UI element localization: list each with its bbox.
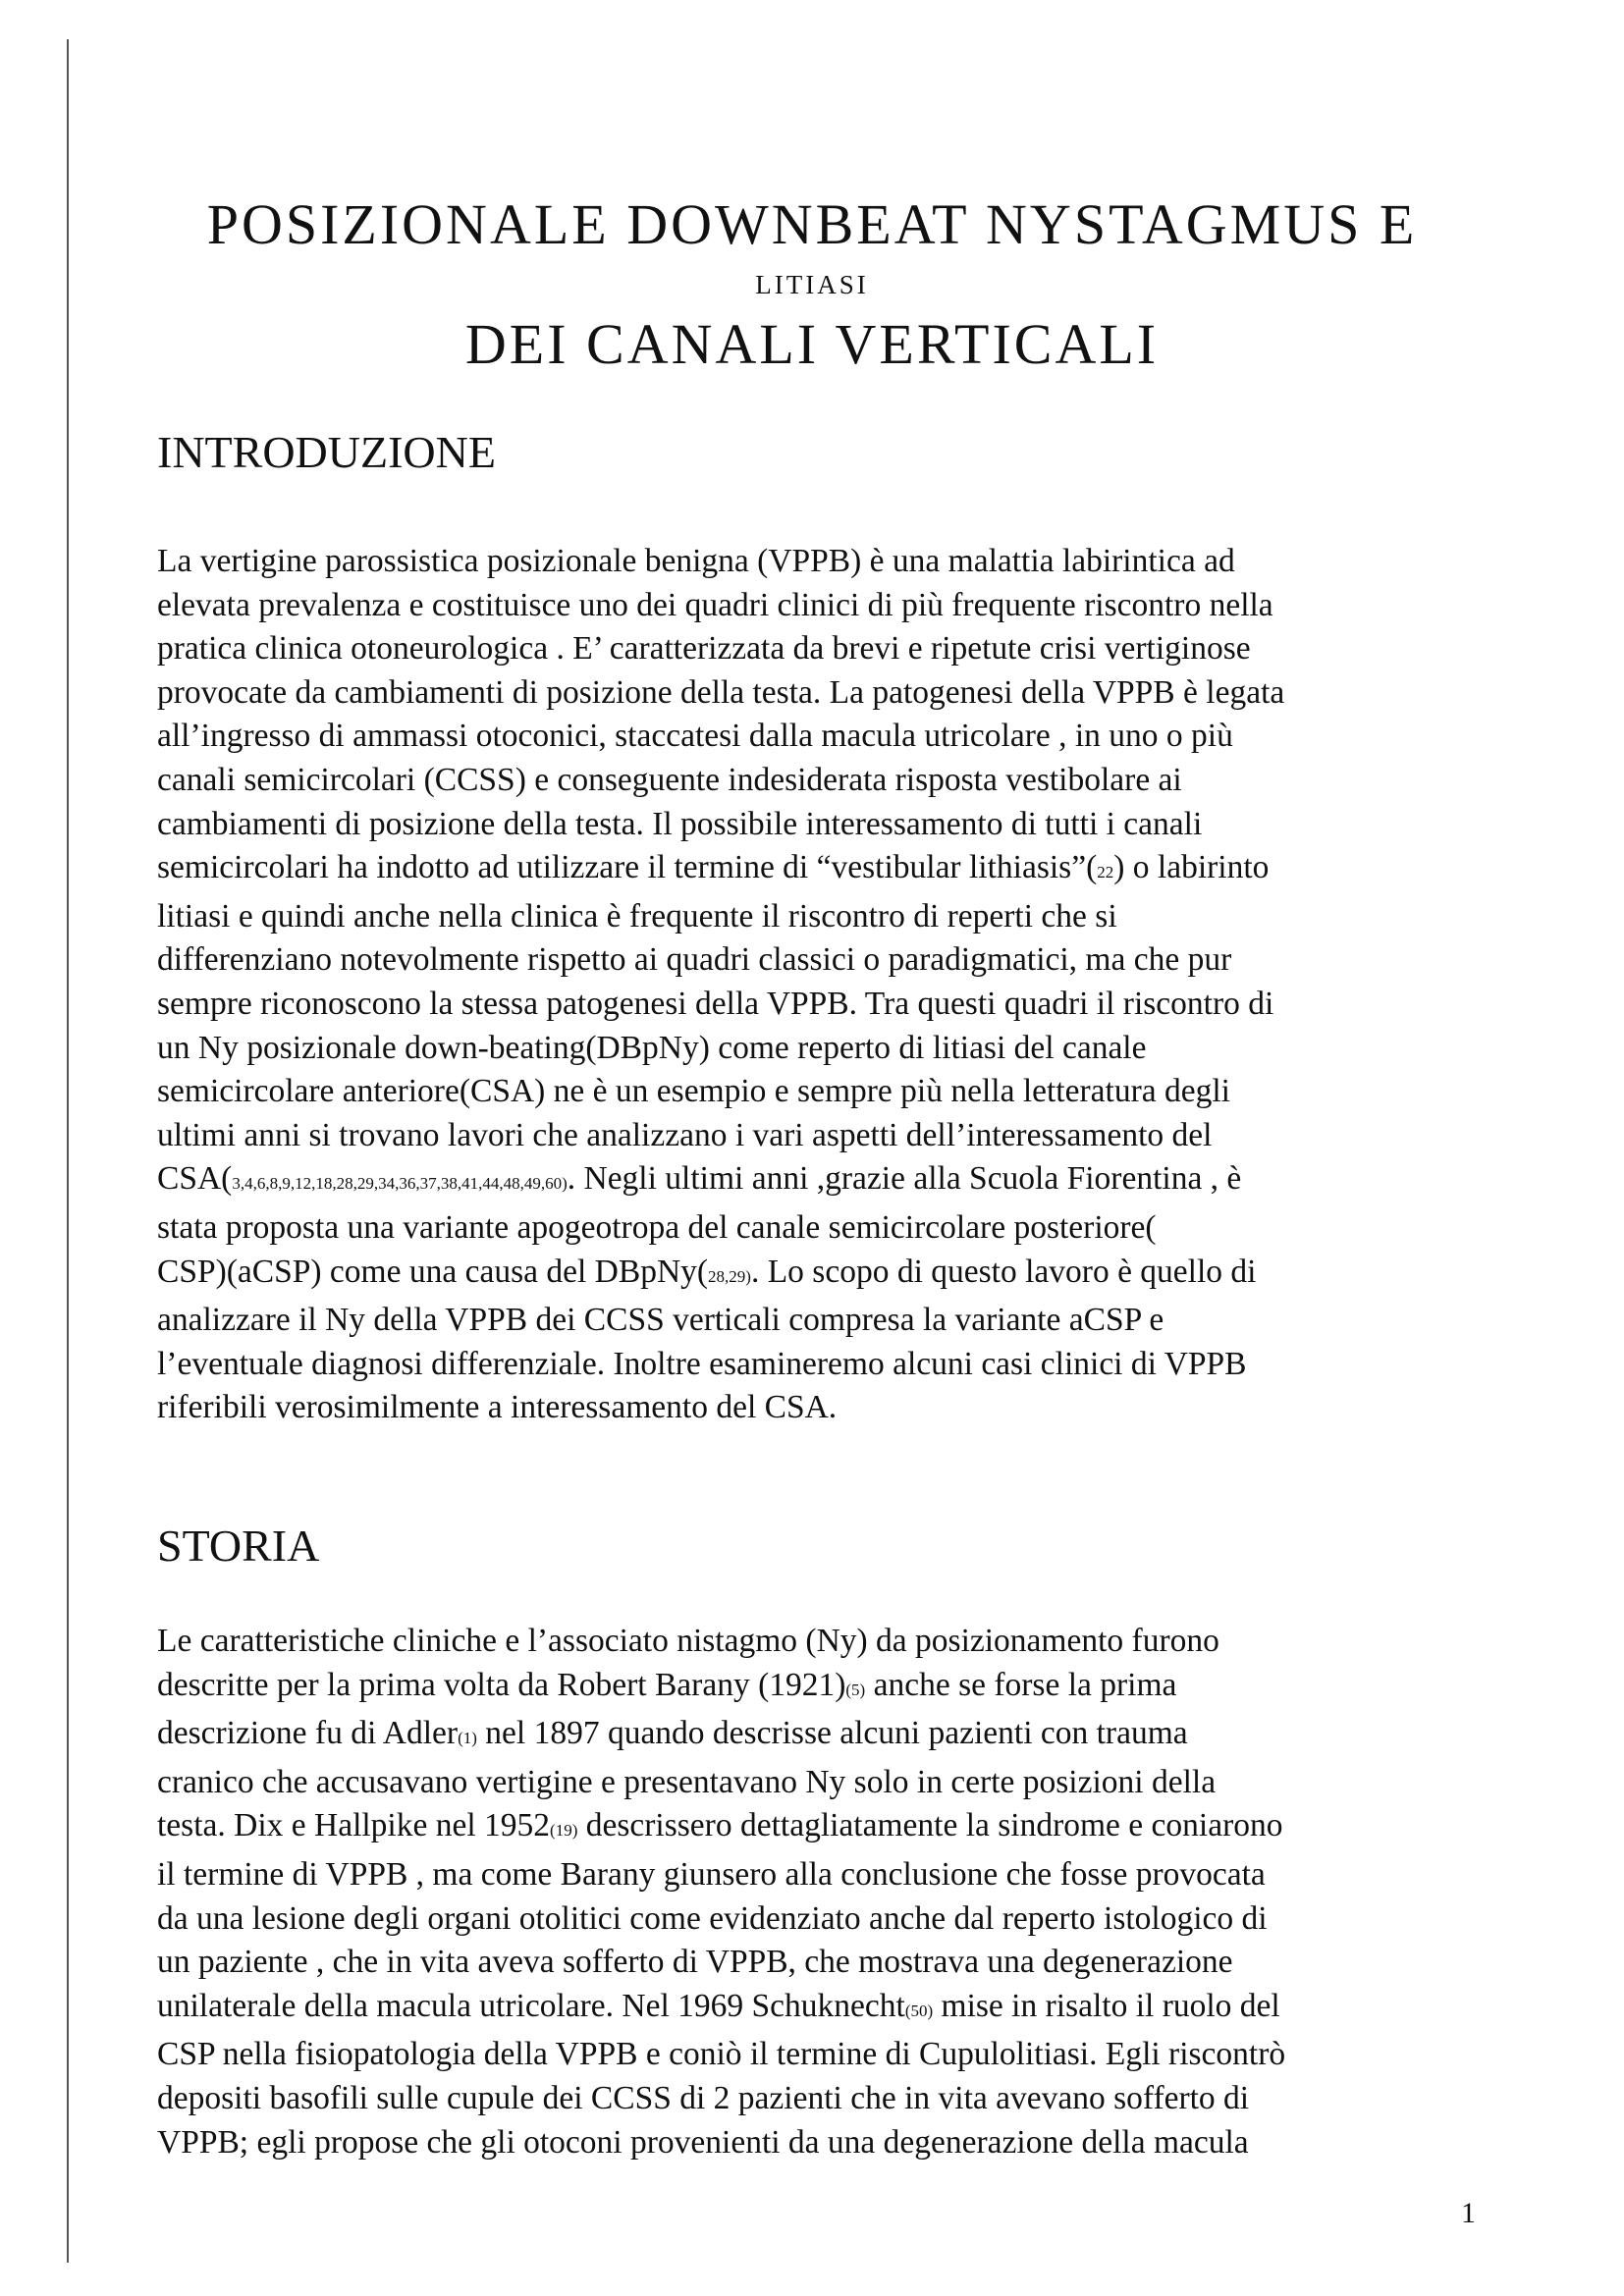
text-run: litiasi e quindi anche nella clinica è frequente il riscontro di reperti che si	[157, 897, 1117, 934]
section-heading-intro: INTRODUZIONE	[157, 427, 496, 477]
text-run: CSP)(aCSP) come una causa del DBpNy(	[157, 1253, 709, 1290]
text-run: analizzare il Ny della VPPB dei CCSS verticali compresa la variante aCSP e	[157, 1302, 1164, 1339]
text-run: La vertigine parossistica posizionale benigna (VPPB) è una malattia labirintica ad	[157, 543, 1235, 579]
citation-ref: (19)	[550, 1821, 578, 1841]
text-run: . Negli ultimi anni ,grazie alla Scuola Fiorentina , è	[567, 1160, 1242, 1198]
text-line	[157, 2077, 1532, 2121]
text-line	[157, 671, 1532, 716]
text-line	[157, 1386, 1532, 1430]
text-run: l’eventuale diagnosi differenziale. Inoltre esamineremo alcuni casi clinici di VPPB	[157, 1345, 1247, 1382]
text-line	[157, 1114, 1532, 1158]
citation-ref: 22	[1097, 863, 1114, 882]
text-line	[157, 1664, 1532, 1713]
text-line	[157, 627, 1532, 671]
text-line	[157, 1853, 1532, 1897]
text-run: testa. Dix e Hallpike nel 1952	[157, 1807, 551, 1844]
page-number: 1	[1461, 2197, 1476, 2229]
text-run: VPPB; egli propose che gli otoconi provenienti da una degenerazione della macula	[157, 2123, 1249, 2161]
text-run: pratica clinica otoneurologica . E’ caratterizzata da brevi e ripetute crisi vertiginose	[157, 630, 1251, 667]
text-line	[157, 895, 1532, 939]
citation-ref: 28,29)	[708, 1266, 751, 1286]
text-line	[157, 1897, 1532, 1942]
text-run: provocate da cambiamenti di posizione della testa. La patogenesi della VPPB è legata	[157, 673, 1285, 711]
text-run: semicircolari ha indotto ad utilizzare il termine di “vestibular lithiasis”(	[157, 849, 1098, 886]
text-run: canali semicircolari (CCSS) e conseguente indesiderata risposta vestibolare ai	[157, 761, 1182, 798]
text-run: depositi basofili sulle cupule dei CCSS di 2 pazienti che in vita avevano sofferto di	[157, 2079, 1250, 2116]
text-run: CSA(	[157, 1160, 233, 1198]
text-run: Le caratteristiche cliniche e l’associato nistagmo (Ny) da posizionamento furono	[157, 1623, 1219, 1659]
text-run: differenziano notevolmente rispetto ai quadri classici o paradigmatici, ma che pur	[157, 941, 1232, 979]
text-run: . Lo scopo di questo lavoro è quello di	[750, 1253, 1257, 1290]
text-run: nel 1897 quando descrisse alcuni pazienti con trauma	[476, 1715, 1188, 1752]
text-run: semicircolare anteriore(CSA) ne è un esempio e sempre più nella letteratura degli	[157, 1073, 1230, 1110]
text-line	[157, 2033, 1532, 2077]
text-line	[157, 1299, 1532, 1343]
title-line-1: POSIZIONALE DOWNBEAT NYSTAGMUS E	[206, 192, 1418, 256]
text-run: descritte per la prima volta da Robert Barany (1921)	[157, 1666, 846, 1703]
text-line	[157, 1251, 1532, 1300]
text-line	[157, 1804, 1532, 1853]
text-line	[157, 1620, 1532, 1664]
title-line-3: DEI CANALI VERTICALI	[464, 312, 1160, 376]
title-line-2: LITIASI	[755, 270, 869, 299]
text-run: riferibili verosimilmente a interessamento del CSA.	[157, 1389, 838, 1426]
text-run: descrissero dettagliatamente la sindrome e coniarono	[577, 1807, 1283, 1844]
text-line	[157, 540, 1532, 584]
citation-ref: (50)	[904, 2001, 934, 2020]
text-run: un paziente , che in vita aveva sofferto di VPPB, che mostrava una degenerazione	[157, 1944, 1233, 1981]
text-run: il termine di VPPB , ma come Barany giunsero alla conclusione che fosse provocata	[157, 1855, 1266, 1893]
text-line	[157, 1941, 1532, 1985]
text-run: ) o labirinto	[1113, 849, 1270, 886]
text-run: cambiamenti di posizione della testa. Il possibile interessamento di tutti i canali	[157, 805, 1203, 842]
text-line	[157, 1761, 1532, 1805]
text-run: all’ingresso di ammassi otoconici, staccatesi dalla macula utricolare , in uno o più	[157, 718, 1233, 755]
text-run: cranico che accusavano vertigine e presentavano Ny solo in certe posizioni della	[157, 1763, 1217, 1800]
citation-ref: (5)	[845, 1680, 866, 1699]
text-run: descrizione fu di Adler	[157, 1715, 459, 1752]
text-run: da una lesione degli organi otolitici come evidenziato anche dal reperto istologico di	[157, 1899, 1268, 1937]
text-line	[157, 803, 1532, 847]
text-run: elevata prevalenza e costituisce uno dei quadri clinici di più frequente riscontro nella	[157, 586, 1273, 623]
text-run: sempre riconoscono la stessa patogenesi della VPPB. Tra questi quadri il riscontro di	[157, 985, 1274, 1022]
citation-ref: 3,4,6,8,9,12,18,28,29,34,36,37,38,41,44,48,49,60)	[232, 1174, 568, 1194]
text-run: un Ny posizionale down-beating(DBpNy) come reperto di litiasi del canale	[157, 1029, 1147, 1066]
text-run: CSP nella fisiopatologia della VPPB e coniò il termine di Cupulolitiasi. Egli riscontrò	[157, 2036, 1286, 2073]
text-line	[157, 2121, 1532, 2165]
text-line	[157, 1070, 1532, 1114]
text-line	[157, 938, 1532, 983]
text-line	[157, 759, 1532, 803]
section-heading-storia: STORIA	[157, 1521, 320, 1571]
text-line	[157, 846, 1532, 895]
text-line	[157, 1712, 1532, 1761]
text-line	[157, 1157, 1532, 1206]
intro-paragraph	[157, 540, 1532, 1430]
text-line	[157, 1985, 1532, 2034]
text-line	[157, 983, 1532, 1027]
text-line	[157, 1027, 1532, 1071]
storia-paragraph	[157, 1620, 1532, 2164]
text-line	[157, 1206, 1532, 1251]
text-run: ultimi anni si trovano lavori che analizzano i vari aspetti dell’interessamento del	[157, 1116, 1213, 1153]
text-line	[157, 1343, 1532, 1387]
text-run: mise in risalto il ruolo del	[933, 1987, 1280, 2024]
text-run: stata proposta una variante apogeotropa del canale semicircolare posteriore(	[157, 1208, 1157, 1246]
text-run: unilaterale della macula utricolare. Nel 1969 Schuknecht	[157, 1987, 905, 2024]
text-line	[157, 584, 1532, 628]
text-run: anche se forse la prima	[865, 1666, 1177, 1703]
text-line	[157, 715, 1532, 759]
citation-ref: (1)	[458, 1729, 477, 1748]
